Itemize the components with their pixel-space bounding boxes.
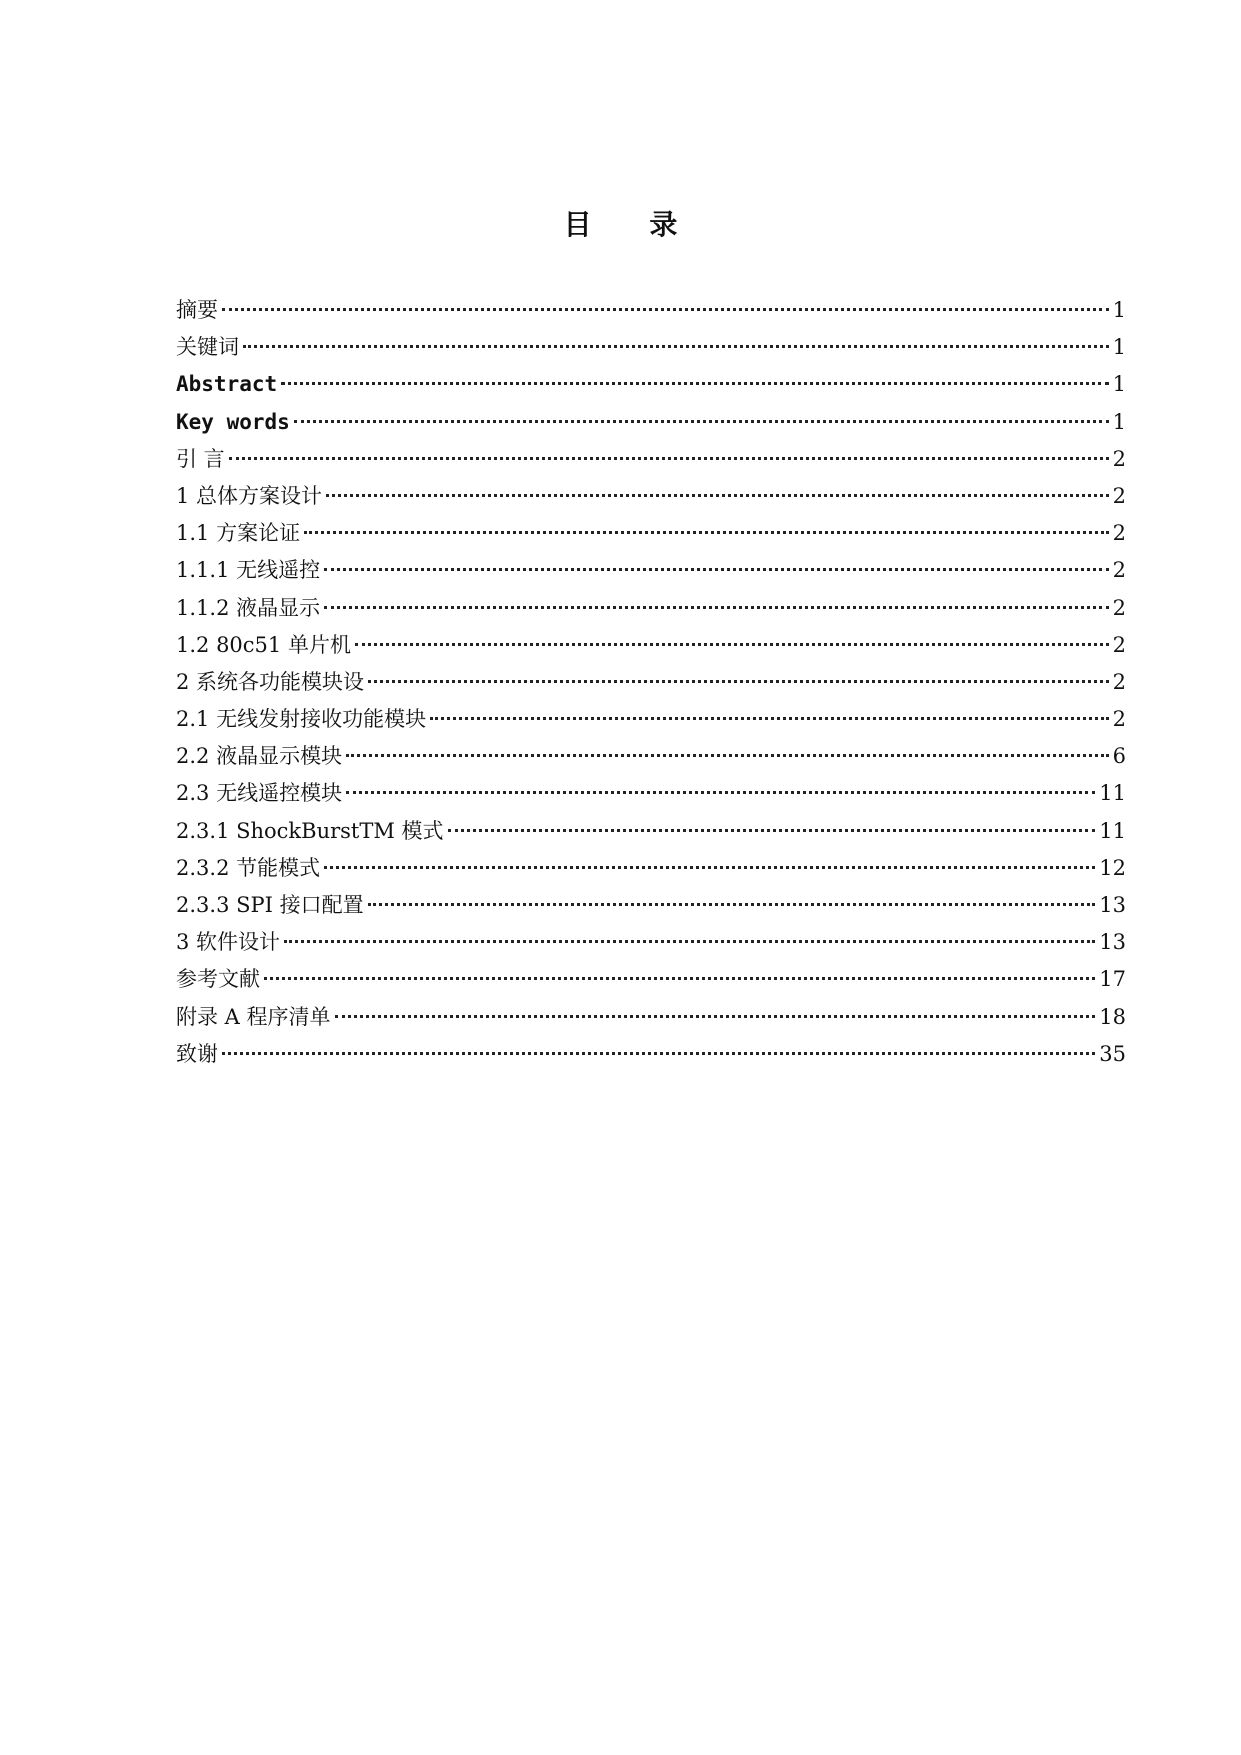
dot-leader: [326, 473, 1109, 497]
toc-entry-label: 引 言: [176, 446, 225, 471]
dot-leader: [243, 324, 1109, 348]
page-title: 目 录: [563, 208, 702, 241]
dot-leader: [229, 436, 1109, 460]
toc-entry-label: 致谢: [176, 1041, 218, 1066]
dot-leader: [355, 622, 1109, 646]
toc-entry-page-number: 1: [1112, 372, 1126, 397]
toc-entry-label: 2.1 无线发射接收功能模块: [176, 707, 427, 732]
toc-entry-page-number: 13: [1099, 930, 1126, 955]
toc-entry-page-number: 1: [1112, 409, 1126, 434]
dot-leader: [368, 659, 1109, 683]
toc-entry-label: 2.2 液晶显示模块: [176, 744, 343, 769]
dot-leader: [294, 399, 1109, 423]
toc-entry-page-number: 13: [1099, 893, 1126, 917]
dot-leader: [222, 1031, 1095, 1055]
toc-entry-label: 1 总体方案设计: [176, 483, 323, 508]
toc-entry-label: 2.3 无线遥控模块: [176, 781, 343, 806]
toc-entry-label: Key words: [176, 409, 290, 434]
toc-entry-page-number: 2: [1112, 483, 1126, 508]
dot-leader: [430, 696, 1109, 720]
dot-leader: [284, 919, 1095, 943]
dot-leader: [324, 585, 1109, 609]
toc-entry-page-number: 18: [1099, 1004, 1126, 1029]
toc-entry-label: 1.2 80c51 单片机: [176, 632, 351, 657]
toc-entry-page-number: 11: [1099, 818, 1126, 843]
toc-entry-page-number: 2: [1112, 558, 1126, 583]
toc-entry-page-number: 17: [1099, 967, 1126, 992]
dot-leader: [448, 808, 1096, 832]
dot-leader: [368, 882, 1096, 906]
toc-entry-label: 附录 A 程序清单: [176, 1004, 331, 1029]
toc-entry-page-number: 35: [1099, 1041, 1126, 1066]
toc-entry-label: 2.3.2 节能模式: [176, 855, 321, 880]
toc-entry-label: 1.1 方案论证: [176, 521, 301, 546]
toc-entry-page-number: 2: [1112, 632, 1126, 657]
toc-entry-label: 2.3.3 SPI 接口配置: [176, 893, 364, 917]
toc-entry-page-number: 1: [1112, 298, 1126, 322]
toc-entry-label: 2 系统各功能模块设: [176, 669, 365, 694]
toc-entry-page-number: 2: [1112, 446, 1126, 471]
toc-entry-label: Abstract: [176, 372, 278, 397]
toc-entry-label: 参考文献: [176, 967, 260, 992]
dot-leader: [324, 845, 1095, 869]
dot-leader: [346, 733, 1109, 757]
dot-leader: [304, 510, 1109, 534]
toc-entry-page-number: 2: [1112, 669, 1126, 694]
toc-entry-page-number: 2: [1112, 707, 1126, 732]
toc-entry[interactable]: [176, 1036, 1126, 1073]
toc-entry-page-number: 6: [1112, 744, 1126, 769]
dot-leader: [324, 547, 1109, 571]
dot-leader: [281, 361, 1108, 385]
dot-leader: [264, 956, 1095, 980]
dot-leader: [346, 770, 1095, 794]
toc-entry-label: 1.1.1 无线遥控: [176, 558, 321, 583]
toc-entry-label: 1.1.2 液晶显示: [176, 595, 321, 620]
toc-entry-page-number: 12: [1099, 855, 1126, 880]
toc-entry-page-number: 2: [1112, 595, 1126, 620]
toc-entry-label: 关键词: [176, 335, 239, 360]
toc-entry-page-number: 1: [1112, 335, 1126, 360]
toc-entry-label: 2.3.1 ShockBurstTM 模式: [176, 818, 444, 843]
toc-entry-label: 摘要: [176, 298, 218, 322]
dot-leader: [222, 287, 1109, 311]
table-of-contents: [176, 292, 1126, 1073]
toc-entry-page-number: 2: [1112, 521, 1126, 546]
dot-leader: [335, 994, 1096, 1018]
toc-entry-label: 3 软件设计: [176, 930, 281, 955]
toc-entry-page-number: 11: [1099, 781, 1126, 806]
